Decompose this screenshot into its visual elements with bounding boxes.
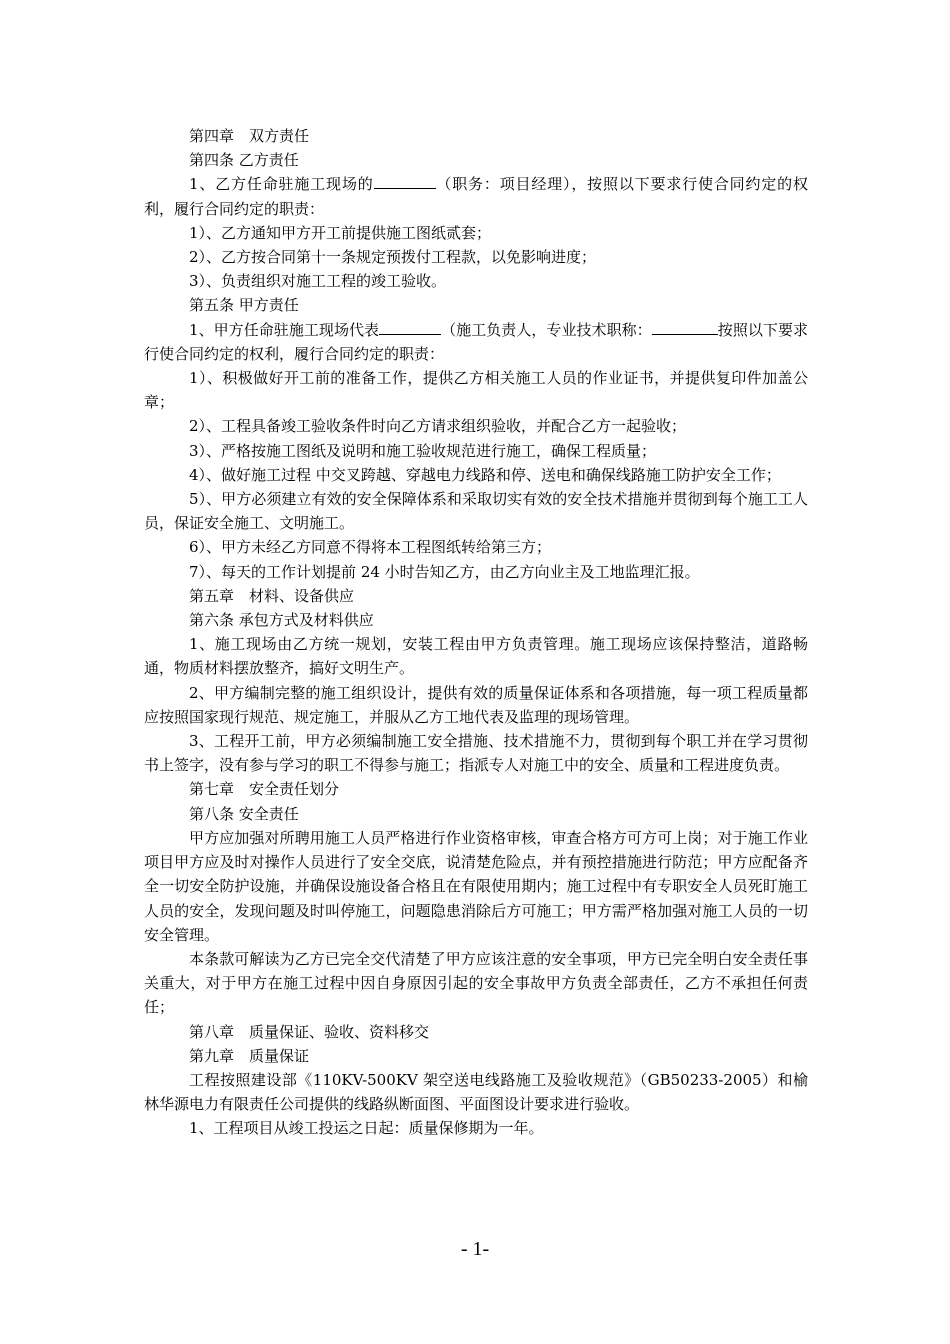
- paragraph-text: 按照以下要求行使合同约定的权利，履行合同约定的职责：: [144, 320, 808, 363]
- paragraph-text: （职务：项目经理），按照以下要求行使合同约定的权利，履行合同约定的职责：: [144, 175, 808, 218]
- list-item: 4）、做好施工过程 中交叉跨越、穿越电力线路和停、送电和确保线路施工防护安全工作；: [189, 465, 781, 484]
- chapter-heading: 第四章 双方责任: [189, 127, 310, 145]
- paragraph: 2、甲方编制完整的施工组织设计，提供有效的质量保证体系和各项措施，每一项工程质量都应按照国家现行规范、规定施工，并服从乙方工地代表及监理的现场管理。: [144, 683, 808, 726]
- paragraph: 甲方应加强对所聘用施工人员严格进行作业资格审核，审查合格方可方可上岗；对于施工作业项目甲方应及时对操作人员进行了安全交底，说清楚危险点，并有预控措施进行防范；甲方应配备齐全一切安全防护设施，并确保设施设备合格且在有限使用期内；施工过程中有专职安全人员死盯施工人员的安全，发现问题及时叫停施工，问题隐患消除后方可施工；甲方需严格加强对施工人员的一切安全管理。: [144, 828, 808, 944]
- paragraph: [144, 318, 808, 366]
- paragraph-text: （施工负责人，专业技术职称：: [441, 320, 652, 339]
- list-item: 3）、严格按施工图纸及说明和施工验收规范进行施工，确保工程质量；: [189, 441, 657, 460]
- list-item: 5）、甲方必须建立有效的安全保障体系和采取切实有效的安全技术措施并贯彻到每个施工工人员，保证安全施工、文明施工。: [144, 490, 808, 533]
- list-item: 1）、乙方通知甲方开工前提供施工图纸贰套；: [189, 223, 492, 242]
- paragraph: 工程按照建设部《110KV-500KV 架空送电线路施工及验收规范》（GB50233-2005）和榆林华源电力有限责任公司提供的线路纵断面图、平面图设计要求进行验收。: [144, 1070, 808, 1114]
- paragraph: 1、工程项目从竣工投运之日起：质量保修期为一年。: [189, 1119, 544, 1138]
- page-number: - 1-: [460, 1238, 490, 1260]
- paragraph-text: 1、乙方任命驻施工现场的: [189, 175, 374, 194]
- chapter-heading: 第五章 材料、设备供应: [189, 586, 355, 605]
- chapter-heading: 第七章 安全责任划分: [189, 780, 340, 799]
- fill-in-blank: [379, 320, 441, 335]
- list-item: 6）、甲方未经乙方同意不得将本工程图纸转给第三方；: [189, 538, 552, 557]
- paragraph: 本条款可解读为乙方已完全交代清楚了甲方应该注意的安全事项，甲方已完全明白安全责任事关重大，对于甲方在施工过程中因自身原因引起的安全事故甲方负责全部责任，乙方不承担任何责任；: [144, 949, 808, 1017]
- fill-in-blank: [374, 174, 436, 189]
- fill-in-blank: [652, 320, 718, 335]
- paragraph: 3、工程开工前，甲方必须编制施工安全措施、技术措施不力，贯彻到每个职工并在学习贯彻书上签字，没有参与学习的职工不得参与施工；指派专人对施工中的安全、质量和工程进度负责。: [144, 732, 808, 775]
- chapter-heading: 第九章 质量保证: [189, 1046, 310, 1065]
- paragraph-text: 1、甲方任命驻施工现场代表: [189, 320, 380, 339]
- list-item: 2）、工程具备竣工验收条件时向乙方请求组织验收，并配合乙方一起验收；: [189, 417, 687, 436]
- article-heading: 第六条 承包方式及材料供应: [189, 611, 374, 630]
- list-item: 2）、乙方按合同第十一条规定预拨付工程款，以免影响进度；: [189, 248, 597, 267]
- paragraph: [144, 172, 808, 220]
- chapter-heading: 第八章 质量保证、验收、资料移交: [189, 1022, 430, 1041]
- article-heading: 第八条 安全责任: [189, 804, 299, 823]
- article-heading: 第五条 甲方责任: [189, 296, 299, 315]
- list-item: 7）、每天的工作计划提前 24 小时告知乙方，由乙方向业主及工地监理汇报。: [189, 562, 700, 581]
- article-heading: 第四条 乙方责任: [189, 151, 299, 170]
- paragraph: 1、施工现场由乙方统一规划，安装工程由甲方负责管理。施工现场应该保持整洁，道路畅通，物质材料摆放整齐，搞好文明生产。: [144, 635, 808, 678]
- list-item: 3）、负责组织对施工工程的竣工验收。: [189, 272, 447, 291]
- list-item: 1）、积极做好开工前的准备工作，提供乙方相关施工人员的作业证书，并提供复印件加盖公章；: [144, 369, 808, 412]
- document-body: [144, 124, 808, 1141]
